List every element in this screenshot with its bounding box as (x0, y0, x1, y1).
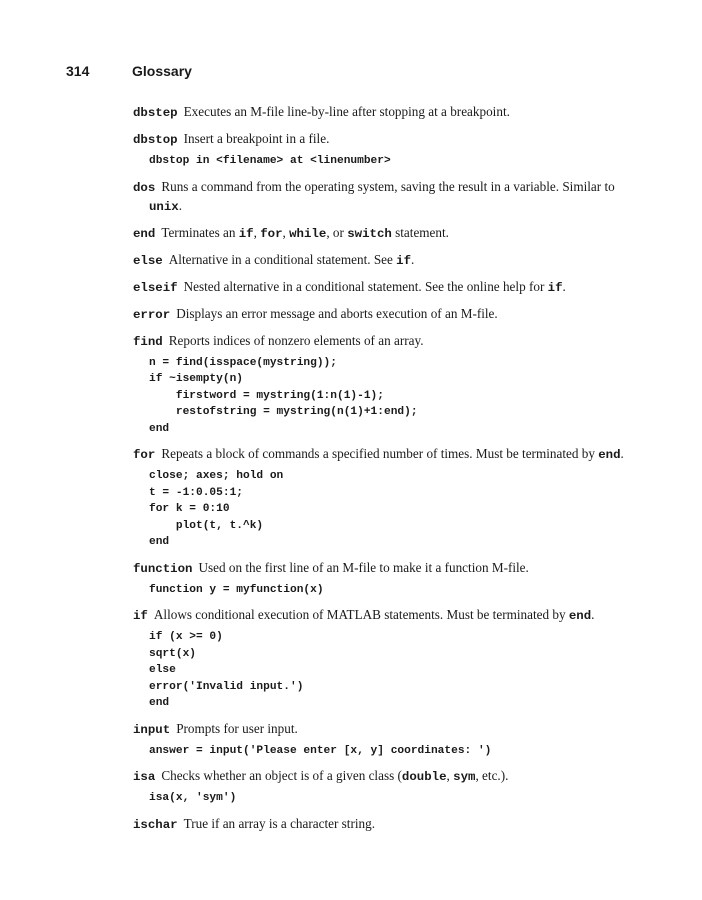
code-example (149, 629, 649, 712)
inline-code: unix (149, 199, 179, 214)
code-line: close; axes; hold on (149, 470, 284, 482)
glossary-entry-elseif (133, 278, 649, 297)
definition-text: Runs a command from the operating system, saving the result in a variable. Similar to (161, 178, 615, 194)
entry-term: find (133, 334, 163, 349)
entry-term: dbstop (133, 133, 178, 147)
code-line: sqrt(x) (149, 647, 196, 660)
definition-text: . (411, 251, 415, 267)
definition-text: , or (326, 224, 348, 240)
code-line: isa(x, 'sym') (149, 792, 237, 804)
glossary-entry-dbstop (133, 130, 649, 170)
glossary-entry-ischar (133, 815, 649, 834)
definition-text: Used on the first line of an M-file to make it a function M-file. (198, 559, 529, 575)
entry-term: function (133, 561, 193, 576)
glossary-entry-function (133, 559, 649, 599)
code-example (149, 743, 649, 760)
entry-term: dos (133, 180, 156, 195)
code-example (149, 153, 649, 170)
entry-term: else (133, 253, 163, 268)
code-line: end (149, 536, 170, 548)
inline-code: end (568, 609, 592, 623)
entry-term: isa (133, 770, 156, 784)
inline-code: end (598, 448, 621, 462)
definition-text: Reports indices of nonzero elements of an array. (168, 332, 424, 348)
entry-definition (133, 815, 649, 834)
code-line: for k = 0:10 (149, 503, 230, 515)
code-line: end (149, 422, 170, 435)
definition-text: Executes an M-file line-by-line after stopping at a breakpoint. (183, 104, 510, 119)
entry-term: end (133, 226, 156, 241)
code-line: dbstop in <filename> at <linenumber> (149, 155, 391, 167)
code-line: plot(t, t.^k) (149, 519, 264, 532)
definition-text: Displays an error message and aborts execution of an M-file. (176, 305, 498, 321)
entry-definition (133, 606, 649, 625)
inline-code: if (396, 253, 412, 268)
code-line: if (x >= 0) (149, 631, 223, 643)
code-line: t = -1:0.05:1; (149, 486, 243, 499)
code-example (149, 790, 649, 807)
glossary-body (133, 103, 649, 842)
glossary-entry-input (133, 720, 649, 760)
page-header (66, 63, 626, 85)
inline-code: if (238, 226, 254, 241)
inline-code: switch (347, 226, 392, 241)
entry-definition (133, 332, 649, 351)
code-line: n = find(isspace(mystring)); (149, 356, 337, 369)
entry-term: dbstep (133, 106, 178, 120)
code-example (149, 468, 649, 551)
entry-definition (133, 224, 649, 243)
entry-term: elseif (133, 280, 178, 295)
entry-term: input (133, 722, 171, 737)
entry-term: ischar (133, 817, 178, 832)
inline-code: while (289, 226, 327, 241)
code-line: else (149, 664, 176, 676)
entry-definition (133, 445, 649, 464)
definition-text: . (178, 197, 183, 213)
definition-text: Allows conditional execution of MATLAB statements. Must be terminated by (153, 607, 569, 622)
code-line: answer = input('Please enter [x, y] coordinates: ') (149, 744, 492, 757)
glossary-entry-end (133, 224, 649, 243)
glossary-entry-else (133, 251, 649, 270)
code-line: if ~isempty(n) (149, 373, 243, 385)
glossary-entry-isa (133, 767, 649, 807)
definition-text: Insert a breakpoint in a file. (183, 131, 330, 146)
code-line: restofstring = mystring(n(1)+1:end); (149, 406, 418, 418)
glossary-entry-dos (133, 178, 649, 216)
code-line: function y = myfunction(x) (149, 583, 324, 596)
glossary-entry-if (133, 606, 649, 712)
entry-definition (133, 103, 649, 122)
definition-text: , (282, 224, 290, 240)
running-head: Glossary (132, 63, 192, 79)
code-line: end (149, 697, 170, 709)
definition-text: Checks whether an object is of a given class ( (161, 768, 402, 783)
inline-code: if (547, 280, 563, 295)
entry-definition (133, 251, 649, 270)
code-line: firstword = mystring(1:n(1)-1); (149, 389, 384, 402)
definition-text: True if an array is a character string. (183, 815, 376, 831)
entry-definition (133, 178, 649, 216)
entry-term: if (133, 609, 148, 623)
definition-text: , (253, 224, 261, 240)
page-number: 314 (66, 63, 90, 79)
definition-text: . (591, 607, 595, 622)
glossary-entry-error (133, 305, 649, 324)
definition-text: Terminates an (161, 224, 239, 240)
definition-text: . (620, 446, 624, 461)
code-example (149, 355, 649, 438)
glossary-entry-dbstep (133, 103, 649, 122)
definition-text: Prompts for user input. (176, 720, 298, 736)
inline-code: for (260, 226, 283, 241)
code-example (149, 582, 649, 599)
definition-text: Repeats a block of commands a specified number of times. Must be terminated by (161, 446, 599, 461)
inline-code: double (401, 770, 447, 784)
entry-definition (133, 720, 649, 739)
definition-text: , etc.). (475, 768, 509, 783)
definition-text: Nested alternative in a conditional statement. See the online help for (183, 278, 548, 294)
entry-definition (133, 305, 649, 324)
definition-text: Alternative in a conditional statement. See (168, 251, 397, 267)
entry-definition (133, 559, 649, 578)
glossary-entry-for (133, 445, 649, 551)
entry-definition (133, 278, 649, 297)
definition-text: statement. (391, 224, 449, 240)
glossary-entry-find (133, 332, 649, 438)
entry-definition (133, 767, 649, 786)
definition-text: , (446, 768, 454, 783)
entry-term: error (133, 307, 171, 322)
entry-term: for (133, 448, 156, 462)
entry-definition (133, 130, 649, 149)
code-line: error('Invalid input.') (149, 680, 304, 693)
inline-code: sym (453, 770, 476, 784)
definition-text: . (562, 278, 566, 294)
